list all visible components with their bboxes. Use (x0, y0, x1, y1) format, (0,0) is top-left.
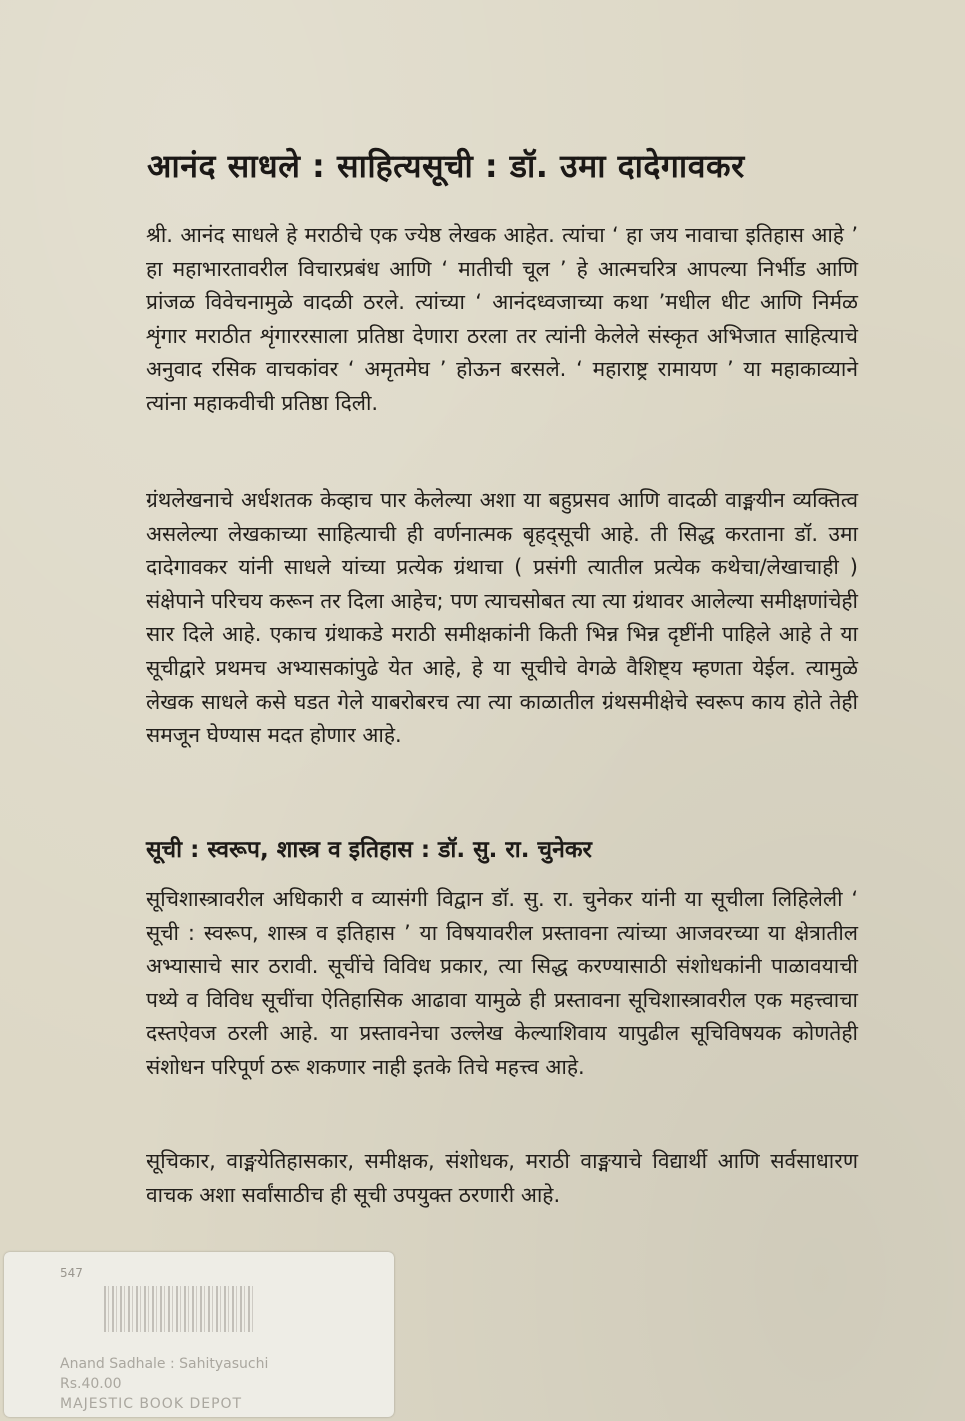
sticker-seller: MAJESTIC BOOK DEPOT (60, 1396, 243, 1412)
sticker-title: Anand Sadhale : Sahityasuchi (60, 1356, 269, 1372)
price-sticker (4, 1252, 394, 1417)
description-paragraph: ग्रंथलेखनाचे अर्धशतक केव्हाच पार केलेल्या अशा या बहुप्रसव आणि वादळी वाङ्मयीन व्यक्तित्व असलेल्या लेखकाच्या साहित्याची ही वर्णनात्मक बृहद्सूची आहे. ती सिद्ध करताना डॉ. उमा दादेगावकर यांनी साधले यांच्या प्रत्येक ग्रंथाचा ( प्रसंगी त्यातील प्रत्येक कथेचा/लेखाचाही ) संक्षेपाने परिचय करून तर दिला आहेच; पण त्याचसोबत त्या त्या ग्रंथावर आलेल्या समीक्षणांचेही सार दिले आहे. एकाच ग्रंथाकडे मराठी समीक्षकांनी किती भिन्न भिन्न दृष्टींनी पाहिले आहे ते या सूचीद्वारे प्रथमच अभ्यासकांपुढे येत आहे, हे या सूचीचे वेगळे वैशिष्ट्य म्हणता येईल. त्यामुळे लेखक साधले कसे घडत गेले याबरोबरच त्या त्या काळातील ग्रंथसमीक्षेचे स्वरूप काय होते तेही समजून घेण्यास मदत होणार आहे. (146, 488, 858, 748)
sticker-code: 547 (60, 1266, 83, 1280)
book-title: आनंद साधले : साहित्यसूची : डॉ. उमा दादेगावकर (147, 147, 745, 185)
intro-paragraph: श्री. आनंद साधले हे मराठीचे एक ज्येष्ठ लेखक आहेत. त्यांचा ‘ हा जय नावाचा इतिहास आहे ’ हा महाभारतावरील विचारप्रबंध आणि ‘ मातीची चूल ’ हे आत्मचरित्र आपल्या निर्भीड आणि प्रांजळ विवेचनामुळे वादळी ठरले. त्यांच्या ‘ आनंदध्वजाच्या कथा ’मधील धीट आणि निर्मळ शृंगार मराठीत शृंगाररसाला प्रतिष्ठा देणारा ठरला तर त्यांनी केलेले संस्कृत अभिजात साहित्याचे अनुवाद रसिक वाचकांवर ‘ अमृतमेघ ’ होऊन बरसले. ‘ महाराष्ट्र रामायण ’ या महाकाव्याने त्यांना महाकवीची प्रतिष्ठा दिली. (146, 223, 858, 415)
section-heading: सूची : स्वरूप, शास्त्र व इतिहास : डॉ. सु. रा. चुनेकर (146, 837, 592, 863)
audience-paragraph: सूचिकार, वाङ्मयेतिहासकार, समीक्षक, संशोधक, मराठी वाङ्मयाचे विद्यार्थी आणि सर्वसाधारण वाचक अशा सर्वांसाठीच ही सूची उपयुक्त ठरणारी आहे. (146, 1149, 858, 1207)
sticker-price: Rs.40.00 (60, 1376, 122, 1392)
barcode-icon (104, 1286, 254, 1332)
preface-paragraph: सूचिशास्त्रावरील अधिकारी व व्यासंगी विद्वान डॉ. सु. रा. चुनेकर यांनी या सूचीला लिहिलेली ‘ सूची : स्वरूप, शास्त्र व इतिहास ’ या विषयावरील प्रस्तावना त्यांच्या आजवरच्या या क्षेत्रातील अभ्यासाचे सार ठरावी. सूचींचे विविध प्रकार, त्या सिद्ध करण्यासाठी संशोधकांनी पाळावयाची पथ्ये व विविध सूचींचा ऐतिहासिक आढावा यामुळे ही प्रस्तावना सूचिशास्त्रावरील एक महत्त्वाचा दस्तऐवज ठरली आहे. या प्रस्तावनेचा उल्लेख केल्याशिवाय यापुढील सूचिविषयक कोणतेही संशोधन परिपूर्ण ठरू शकणार नाही इतके तिचे महत्त्व आहे. (146, 887, 858, 1079)
